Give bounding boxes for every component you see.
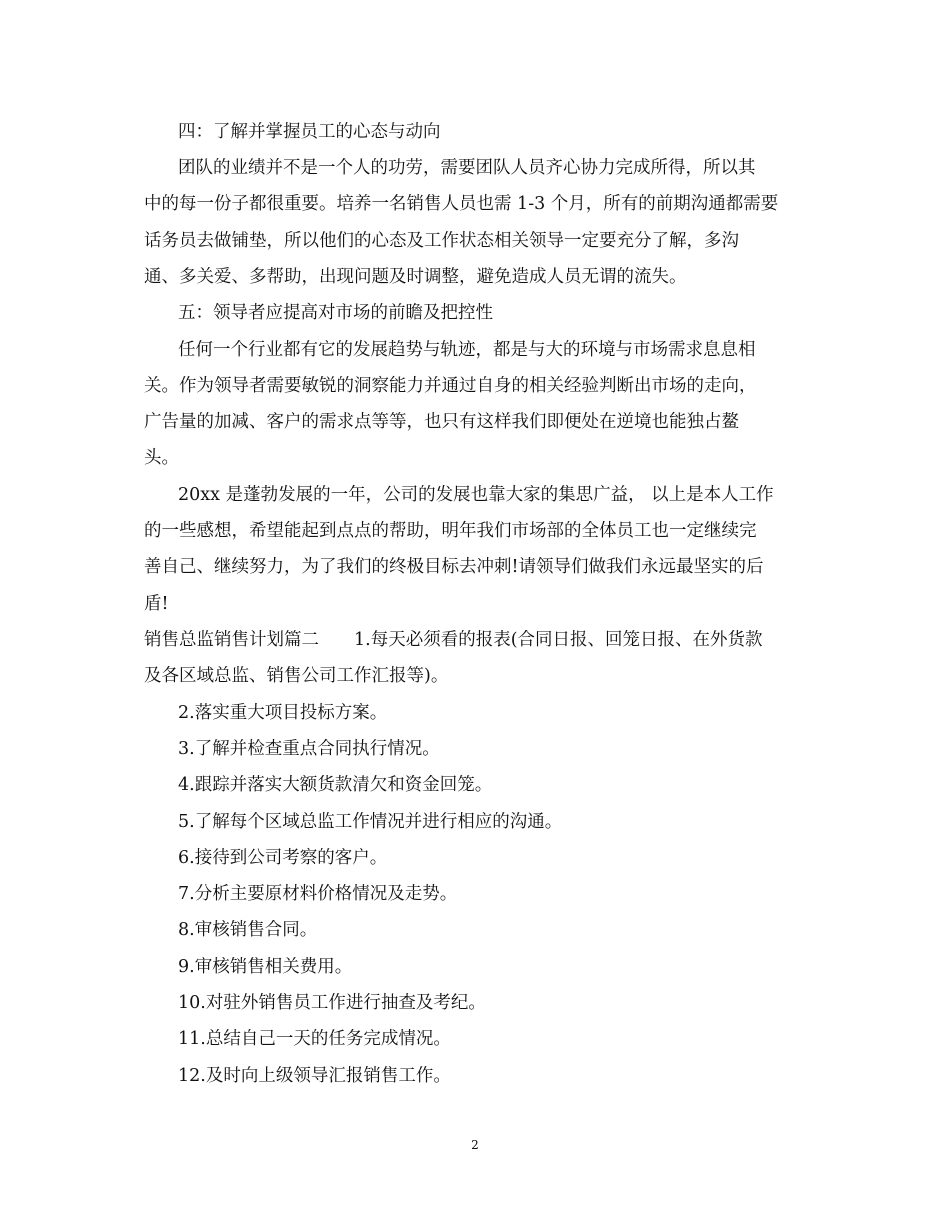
paragraph-line: 头。 <box>144 448 179 468</box>
paragraph-line: 及各区域总监、销售公司工作汇报等)。 <box>144 666 449 686</box>
list-item: 12.及时向上级领导汇报销售工作。 <box>178 1066 451 1086</box>
list-item: 9.审核销售相关费用。 <box>178 957 353 977</box>
page-number: 2 <box>471 1138 479 1152</box>
paragraph-line: 盾! <box>144 594 169 614</box>
list-item: 11.总结自己一天的任务完成情况。 <box>178 1029 451 1049</box>
paragraph-line: 团队的业绩并不是一个人的功劳，需要团队人员齐心协力完成所得，所以其 <box>178 158 756 178</box>
paragraph-line: 任何一个行业都有它的发展趋势与轨迹，都是与大的环境与市场需求息息相 <box>178 340 756 360</box>
section-heading-4: 四：了解并掌握员工的心态与动向 <box>178 122 441 142</box>
list-item: 4.跟踪并落实大额货款清欠和资金回笼。 <box>178 775 493 795</box>
list-item: 7.分析主要原材料价格情况及走势。 <box>178 884 458 904</box>
paragraph-line: 善自己、继续努力，为了我们的终极目标去冲刺!请领导们做我们永远最坚实的后 <box>144 557 764 577</box>
list-item: 6.接待到公司考察的客户。 <box>178 848 388 868</box>
paragraph-line: 20xx 是蓬勃发展的一年，公司的发展也靠大家的集思广益， 以上是本人工作 <box>178 485 774 505</box>
list-item: 5.了解每个区域总监工作情况并进行相应的沟通。 <box>178 812 563 832</box>
list-item: 8.审核销售合同。 <box>178 920 318 940</box>
paragraph-line: 通、多关爱、多帮助，出现问题及时调整，避免造成人员无谓的流失。 <box>144 267 687 287</box>
paragraph-line: 关。作为领导者需要敏锐的洞察能力并通过自身的相关经验判断出市场的走向， <box>144 376 757 396</box>
section-title-line: 销售总监销售计划篇二 1.每天必须看的报表(合同日报、回笼日报、在外货款 <box>144 630 763 650</box>
paragraph-line: 的一些感想，希望能起到点点的帮助，明年我们市场部的全体员工也一定继续完 <box>144 521 757 541</box>
list-item: 2.落实重大项目投标方案。 <box>178 703 388 723</box>
paragraph-line: 中的每一份子都很重要。培养一名销售人员也需 1-3 个月，所有的前期沟通都需要 <box>144 194 779 214</box>
section-heading-5: 五：领导者应提高对市场的前瞻及把控性 <box>178 303 493 323</box>
list-item: 10.对驻外销售员工作进行抽查及考纪。 <box>178 993 486 1013</box>
paragraph-line: 话务员去做铺垫，所以他们的心态及工作状态相关领导一定要充分了解，多沟 <box>144 231 739 251</box>
paragraph-line: 广告量的加减、客户的需求点等等，也只有这样我们即便处在逆境也能独占鳌 <box>144 412 739 432</box>
list-item: 3.了解并检查重点合同执行情况。 <box>178 739 440 759</box>
